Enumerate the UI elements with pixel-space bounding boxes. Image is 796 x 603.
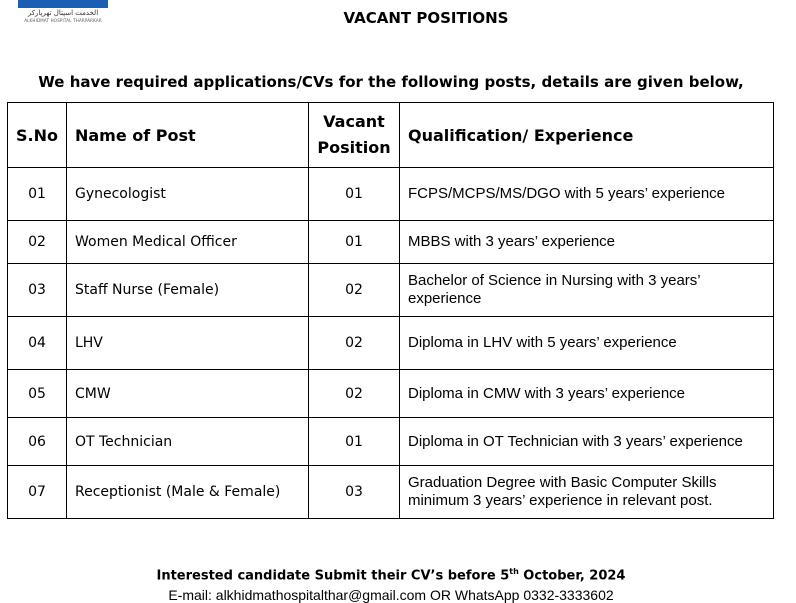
- cell-sno: 06: [8, 418, 67, 466]
- table-row: [8, 221, 774, 264]
- cell-post: Women Medical Officer: [66, 221, 308, 264]
- header-post: Name of Post: [66, 103, 308, 168]
- logo-english: ALKHIDMAT HOSPITAL THARPARKAR: [24, 18, 102, 23]
- table-row: [8, 168, 774, 221]
- cell-post: CMW: [66, 370, 308, 418]
- cell-sno: 04: [8, 317, 67, 370]
- cell-vacant: 01: [308, 418, 399, 466]
- cell-post: LHV: [66, 317, 308, 370]
- cell-vacant: 03: [308, 466, 399, 519]
- table-row: [8, 264, 774, 317]
- page-title: VACANT POSITIONS: [343, 9, 509, 27]
- cell-qualification: Graduation Degree with Basic Computer Skills minimum 3 years’ experience in relevant post.: [399, 466, 773, 519]
- cell-vacant: 01: [308, 168, 399, 221]
- cell-sno: 01: [8, 168, 67, 221]
- cell-sno: 05: [8, 370, 67, 418]
- cell-vacant: 01: [308, 221, 399, 264]
- cell-post: Staff Nurse (Female): [66, 264, 308, 317]
- vacancies-table: [7, 102, 774, 519]
- cell-post: Receptionist (Male & Female): [66, 466, 308, 519]
- cell-qualification: MBBS with 3 years’ experience: [399, 221, 773, 264]
- cell-sno: 02: [8, 221, 67, 264]
- cell-sno: 03: [8, 264, 67, 317]
- cell-vacant: 02: [308, 264, 399, 317]
- cell-vacant: 02: [308, 370, 399, 418]
- cell-post: Gynecologist: [66, 168, 308, 221]
- header-sno: S.No: [8, 103, 67, 168]
- table-row: [8, 317, 774, 370]
- cell-qualification: Diploma in LHV with 5 years’ experience: [399, 317, 773, 370]
- table-header-row: [8, 103, 774, 168]
- cell-qualification: FCPS/MCPS/MS/DGO with 5 years’ experience: [399, 168, 773, 221]
- deadline-sup: th: [509, 567, 519, 576]
- cell-sno: 07: [8, 466, 67, 519]
- deadline-prefix: Interested candidate Submit their CV’s before 5: [156, 568, 510, 584]
- header-qualification: Qualification/ Experience: [399, 103, 773, 168]
- table-row: [8, 418, 774, 466]
- cell-vacant: 02: [308, 317, 399, 370]
- deadline-suffix: October, 2024: [518, 568, 626, 584]
- cell-post: OT Technician: [66, 418, 308, 466]
- cell-qualification: Diploma in CMW with 3 years’ experience: [399, 370, 773, 418]
- header-vacant: Vacant Position: [308, 103, 399, 168]
- table-row: [8, 466, 774, 519]
- cell-qualification: Diploma in OT Technician with 3 years’ experience: [399, 418, 773, 466]
- logo-urdu: الخدمت اسپتال تھرپارکر: [27, 9, 99, 17]
- deadline-text: [0, 567, 782, 583]
- logo-bar: [18, 0, 108, 8]
- contact-text: E-mail: alkhidmathospitalthar@gmail.com OR WhatsApp 0332-3333602: [168, 587, 614, 603]
- intro-text: We have required applications/CVs for the following posts, details are given below,: [38, 73, 744, 91]
- table-row: [8, 370, 774, 418]
- cell-qualification: Bachelor of Science in Nursing with 3 years’ experience: [399, 264, 773, 317]
